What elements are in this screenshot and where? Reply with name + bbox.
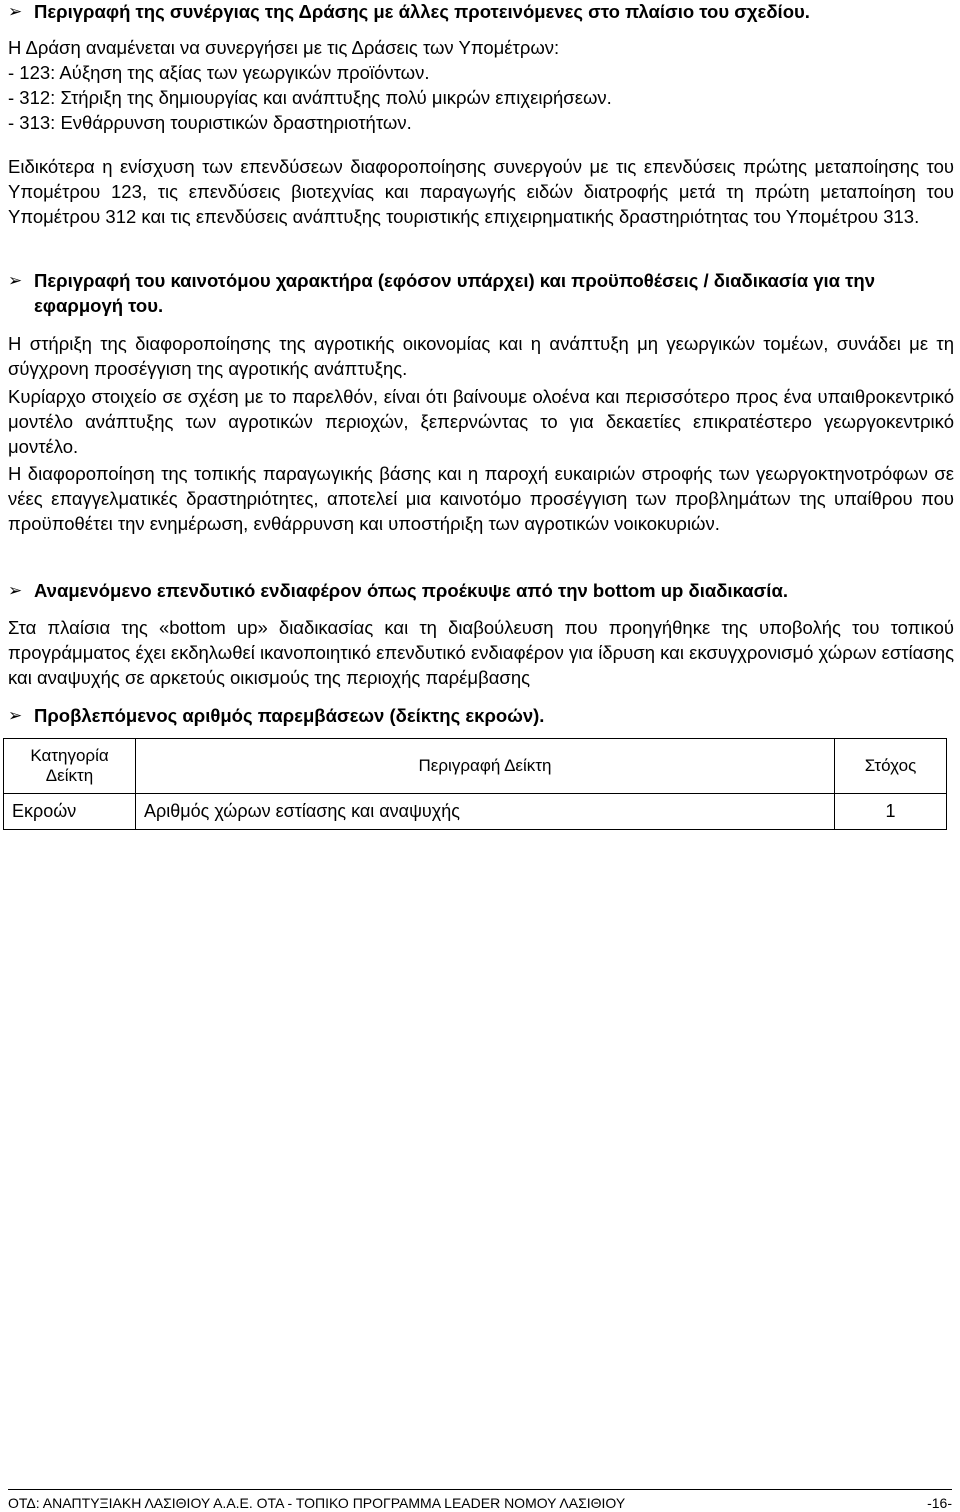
paragraph: Κυρίαρχο στοιχείο σε σχέση με το παρελθόν, είναι ότι βαίνουμε ολοένα και περισσότερο προς ένα υπαιθροκεντρικό μοντέλο ανάπτυξης των αγροτικών περιοχών, ξεπερνώντας το για δεκαετίες επικρατέστερο γεωργοκεντρικό μοντέλο. [8,386,954,457]
arrowhead-bullet-icon: ➢ [8,706,23,725]
table-row [4,794,947,830]
list-item: - 123: Αύξηση της αξίας των γεωργικών προϊόντων. [8,62,430,83]
header-target: Στόχος [835,739,947,794]
paragraph: Η στήριξη της διαφοροποίησης της αγροτικής οικονομίας και η ανάπτυξη μη γεωργικών τομέων, συνάδει με τη σύγχρονη προσέγγιση της αγροτικής ανάπτυξης. [8,333,954,379]
header-category: Κατηγορία Δείκτη [4,739,136,794]
arrowhead-bullet-icon: ➢ [8,271,23,290]
section-heading-synergy [8,0,960,24]
header-description: Περιγραφή Δείκτη [136,739,835,794]
section-heading-investment-interest [8,578,960,603]
arrowhead-bullet-icon: ➢ [8,581,23,600]
cell-description: Αριθμός χώρων εστίασης και αναψυχής [136,794,835,830]
section-heading-output-indicator [8,703,960,728]
table-header-row [4,739,947,794]
footer-divider [8,1489,952,1490]
indicator-table [3,738,947,830]
paragraph: Στα πλαίσια της «bottom up» διαδικασίας και τη διαβούλευση που προηγήθηκε της υποβολής του τοπικού προγράμματος έχει εκδηλωθεί ικανοποιητικό επενδυτικό ενδιαφέρον για ίδρυση και εκσυγχρονισμό χώρων εστίασης και αναψυχής σε αρκετούς οικισμούς της περιοχής παρέμβασης [8,617,954,688]
list-item: - 313: Ενθάρρυνση τουριστικών δραστηριοτήτων. [8,112,412,133]
page-number: -16- [927,1495,952,1511]
paragraph: Ειδικότερα η ενίσχυση των επενδύσεων διαφοροποίησης συνεργούν με τις επενδύσεις πρώτης μεταποίησης του Υπομέτρου 123, τις επενδύσεις βιοτεχνίας και παραγωγής ειδών διατροφής μετά τη πρώτη μεταποίηση του Υπομέτρου 312 και τις επενδύσεις ανάπτυξης τουριστικής επιχειρηματικής δραστηριότητας του Υπομέτρου 313. [8,156,954,227]
list-item: - 312: Στήριξη της δημιουργίας και ανάπτυξης πολύ μικρών επιχειρήσεων. [8,87,612,108]
paragraph: Η διαφοροποίηση της τοπικής παραγωγικής βάσης και η παροχή ευκαιριών στροφής των γεωργοκτηνοτρόφων σε νέες επαγγελματικές δραστηριότητες, αποτελεί μια καινοτόμο προσέγγιση των προβλημάτων της υπαίθρου που προϋποθέτει την ενημέρωση, ενθάρρυνση και υποστήριξη των αγροτικών νοικοκυριών. [8,463,954,534]
cell-category: Εκροών [4,794,136,830]
cell-target: 1 [835,794,947,830]
footer-text: ΟΤΔ: ΑΝΑΠΤΥΞΙΑΚΗ ΛΑΣΙΘΙΟΥ Α.Α.Ε. ΟΤΑ - ΤΟΠΙΚΟ ΠΡΟΓΡΑΜΜΑ LEADER ΝΟΜΟΥ ΛΑΣΙΘΙΟΥ [8,1495,626,1511]
arrowhead-bullet-icon: ➢ [8,2,23,21]
heading-text: Προβλεπόμενος αριθμός παρεμβάσεων (δείκτης εκροών). [34,705,545,726]
heading-text: Αναμενόμενο επενδυτικό ενδιαφέρον όπως προέκυψε από την bottom up διαδικασία. [34,580,788,601]
heading-text: Περιγραφή της συνέργιας της Δράσης με άλλες προτεινόμενες στο πλαίσιο του σχεδίου. [34,1,810,22]
section-heading-innovation [8,268,954,318]
list-item: Η Δράση αναμένεται να συνεργήσει με τις Δράσεις των Υπομέτρων: [8,37,560,58]
subaction-list [8,35,954,135]
heading-text: Περιγραφή του καινοτόμου χαρακτήρα (εφόσον υπάρχει) και προϋποθέσεις / διαδικασία για την εφαρμογή του. [34,270,876,316]
